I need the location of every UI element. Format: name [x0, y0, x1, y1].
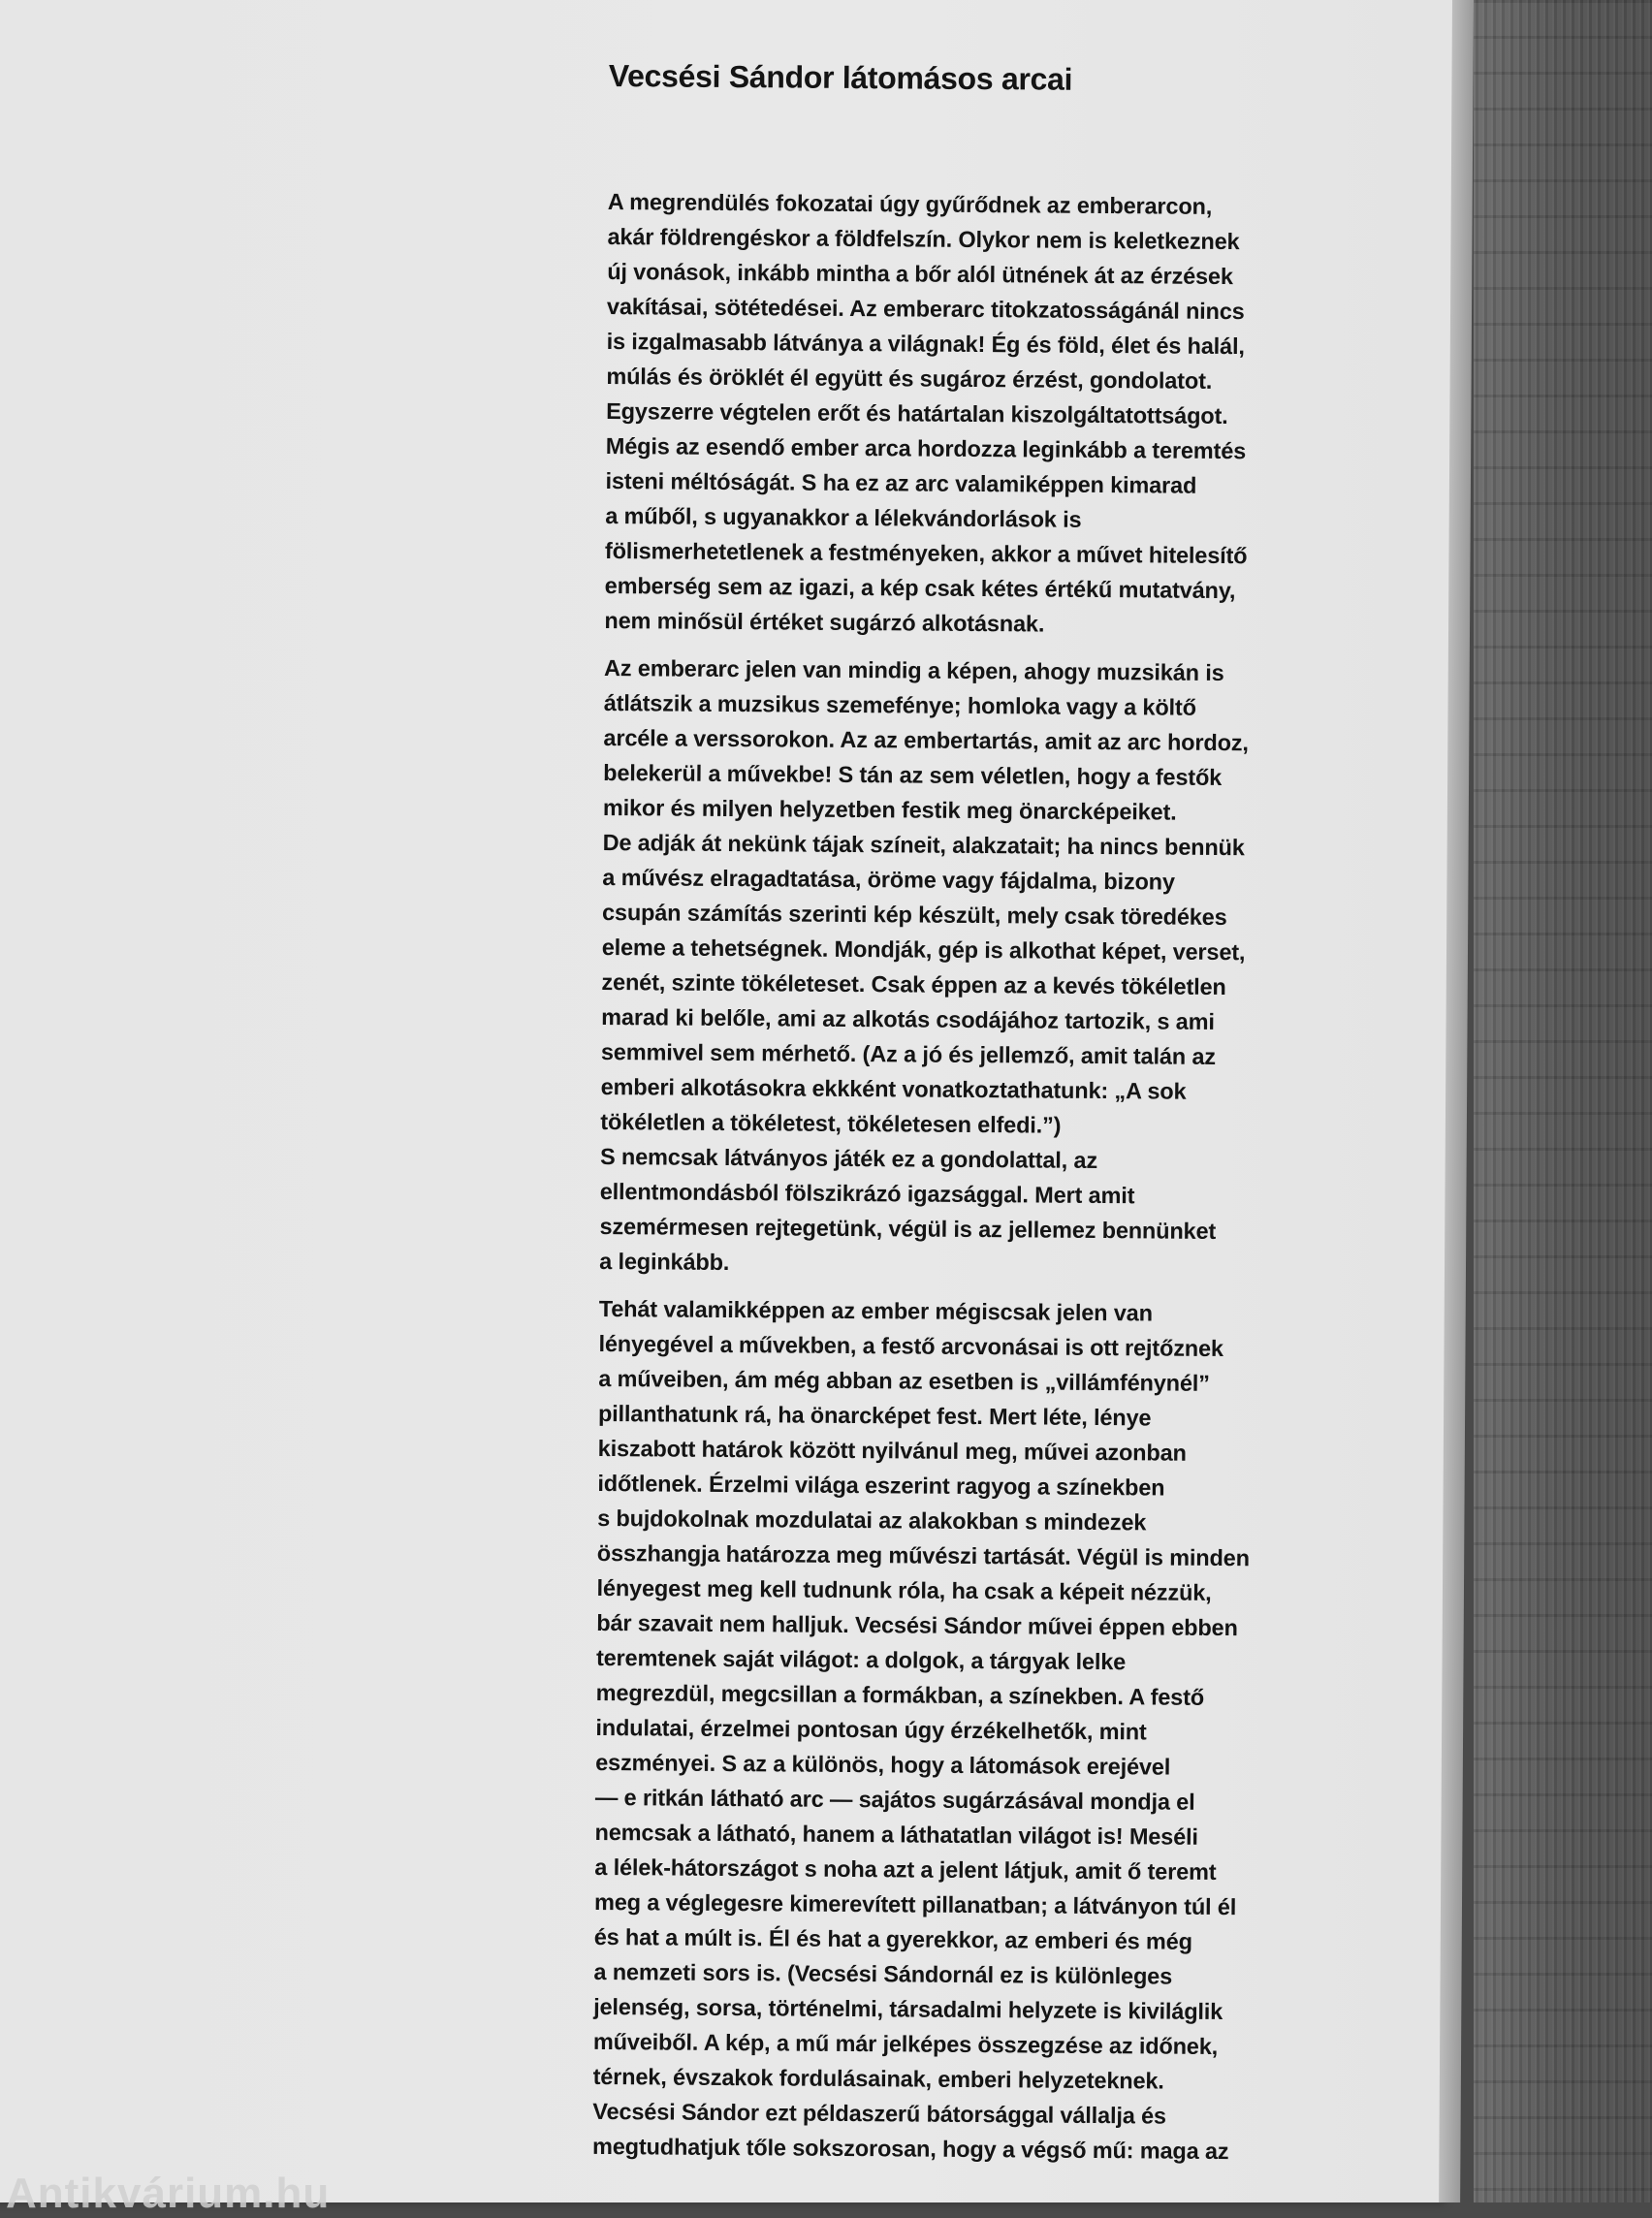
text-line: a leginkább.: [599, 1248, 730, 1276]
text-line: nemcsak a látható, hanem a láthatatlan világot is! Meséli: [594, 1819, 1198, 1850]
text-line: és hat a múlt is. Él és hat a gyerekkor, az emberi és még: [593, 1923, 1192, 1954]
text-line: ellentmondásból fölszikrázó igazsággal. Mert amit: [599, 1178, 1135, 1209]
text-line: nem minősül értéket sugárzó alkotásnak.: [604, 607, 1045, 637]
text-line: emberség sem az igazi, a kép csak kétes értékű mutatvány,: [604, 572, 1236, 604]
text-line: meg a véglegesre kimerevített pillanatban; a látványon túl él: [593, 1888, 1237, 1920]
text-line: zenét, szinte tökéleteset. Csak éppen az a kevés tökéletlen: [601, 968, 1226, 1000]
text-line: arcéle a verssorokon. Az az embertartás, amit az arc hordoz,: [603, 724, 1249, 756]
text-line: átlátszik a muzsikus szemefénye; homloka vagy a költő: [603, 689, 1196, 720]
text-line: indulatai, érzelmei pontosan úgy érzékelhetők, mint: [595, 1714, 1147, 1745]
text-line: a nemzeti sors is. (Vecsési Sándornál ez is különleges: [593, 1958, 1173, 1989]
text-line: fölismerhetetlenek a festményeken, akkor a művet hitelesítő: [604, 537, 1248, 569]
text-line: műveiből. A kép, a mű már jelképes összegzése az időnek,: [592, 2028, 1219, 2059]
text-line: Mégis az esendő ember arca hordozza leginkább a teremtés: [605, 432, 1247, 464]
text-line: s bujdokolnak mozdulatai az alakokban s mindezek: [597, 1505, 1147, 1536]
text-line: emberi alkotásokra ekkként vonatkoztathatunk: „A sok: [600, 1073, 1187, 1104]
text-line: belekerül a művekbe! S tán az sem véletlen, hogy a festők: [603, 759, 1223, 790]
text-line: bár szavait nem halljuk. Vecsési Sándor művei éppen ebben: [596, 1609, 1238, 1641]
text-line: — e ritkán látható arc — sajátos sugárzásával mondja el: [594, 1784, 1195, 1815]
text-line: Egyszerre végtelen erőt és határtalan kiszolgáltatottságot.: [606, 397, 1228, 429]
text-line: A megrendülés fokozatai úgy gyűrődnek az emberarcon,: [607, 188, 1213, 219]
text-line: a lélek-hátországot s noha azt a jelent látjuk, amit ő teremt: [594, 1854, 1217, 1885]
text-line: is izgalmasabb látványa a világnak! Ég és föld, élet és halál,: [606, 328, 1245, 360]
paragraph: [604, 184, 1345, 644]
text-line: Az emberarc jelen van mindig a képen, ahogy muzsikán is: [603, 654, 1224, 686]
body-text: [592, 184, 1345, 2170]
text-line: De adják át nekünk tájak színeit, alakzatait; ha nincs bennük: [602, 829, 1245, 861]
text-column: [592, 56, 1346, 2182]
text-line: kiszabott határok között nyilvánul meg, művei azonban: [597, 1435, 1187, 1466]
text-line: S nemcsak látványos játék ez a gondolattal, az: [599, 1143, 1098, 1173]
paragraph: [592, 1291, 1336, 2170]
text-line: szemérmesen rejtegetünk, végül is az jellemez bennünket: [599, 1213, 1217, 1244]
text-line: csupán számítás szerinti kép készült, mely csak töredékes: [601, 899, 1227, 931]
text-line: múlás és öröklét él együtt és sugároz érzést, gondolatot.: [606, 363, 1213, 394]
text-line: megtudhatjuk tőle sokszorosan, hogy a végső mű: maga az: [591, 2133, 1229, 2165]
text-line: térnek, évszakok fordulásainak, emberi helyzeteknek.: [592, 2063, 1164, 2094]
text-line: Tehát valamikképpen az ember mégiscsak jelen van: [598, 1295, 1153, 1326]
text-line: eszményei. S az a különös, hogy a látomások erejével: [595, 1749, 1171, 1780]
watermark: Antikvárium.hu: [6, 2170, 331, 2217]
text-line: pillanthatunk rá, ha önarcképet fest. Mert léte, lénye: [597, 1400, 1152, 1431]
text-line: összhangja határozza meg művészi tartását. Végül is minden: [596, 1539, 1250, 1571]
text-line: marad ki belőle, ami az alkotás csodájához tartozik, s ami: [601, 1003, 1215, 1034]
text-line: vakításai, sötétedései. Az emberarc titokzatosságánál nincs: [606, 293, 1245, 325]
wooden-background: [1474, 0, 1652, 2202]
text-line: tökéletlen a tökéletest, tökéletesen elfedi.”): [600, 1108, 1062, 1138]
text-line: teremtenek saját világot: a dolgok, a tárgyak lelke: [595, 1644, 1127, 1675]
text-line: akár földrengéskor a földfelszín. Olykor nem is keletkeznek: [607, 223, 1240, 255]
text-line: a műből, s ugyanakkor a lélekvándorlások is: [605, 502, 1082, 532]
text-line: isteni méltóságát. S ha ez az arc valamiképpen kimarad: [605, 467, 1197, 498]
text-line: mikor és milyen helyzetben festik meg önarcképeiket.: [602, 794, 1177, 825]
text-line: új vonások, inkább mintha a bőr alól ütnének át az érzések: [607, 258, 1233, 290]
text-line: megrezdül, megcsillan a formákban, a színekben. A festő: [595, 1679, 1205, 1710]
page-title: Vecsési Sándor látomásos arcai: [608, 57, 1073, 97]
text-line: lényegest meg kell tudnunk róla, ha csak a képeit nézzük,: [596, 1574, 1212, 1605]
text-line: Vecsési Sándor ezt példaszerű bátorsággal vállalja és: [592, 2098, 1167, 2129]
text-line: jelenség, sorsa, történelmi, társadalmi helyzete is kiviláglik: [593, 1993, 1223, 2025]
text-line: időtlenek. Érzelmi világa eszerint ragyog a színekben: [597, 1470, 1165, 1501]
text-line: eleme a tehetségnek. Mondják, gép is alkothat képet, verset,: [601, 934, 1246, 966]
text-line: a művész elragadtatása, öröme vagy fájdalma, bizony: [602, 864, 1175, 895]
text-line: a műveiben, ám még abban az esetben is „villámfénynél”: [598, 1365, 1210, 1396]
text-line: semmivel sem mérhető. (Az a jó és jellemző, amit talán az: [600, 1038, 1217, 1069]
text-line: lényegével a művekben, a festő arcvonásai is ott rejtőznek: [598, 1330, 1223, 1362]
paragraph: [599, 650, 1341, 1284]
